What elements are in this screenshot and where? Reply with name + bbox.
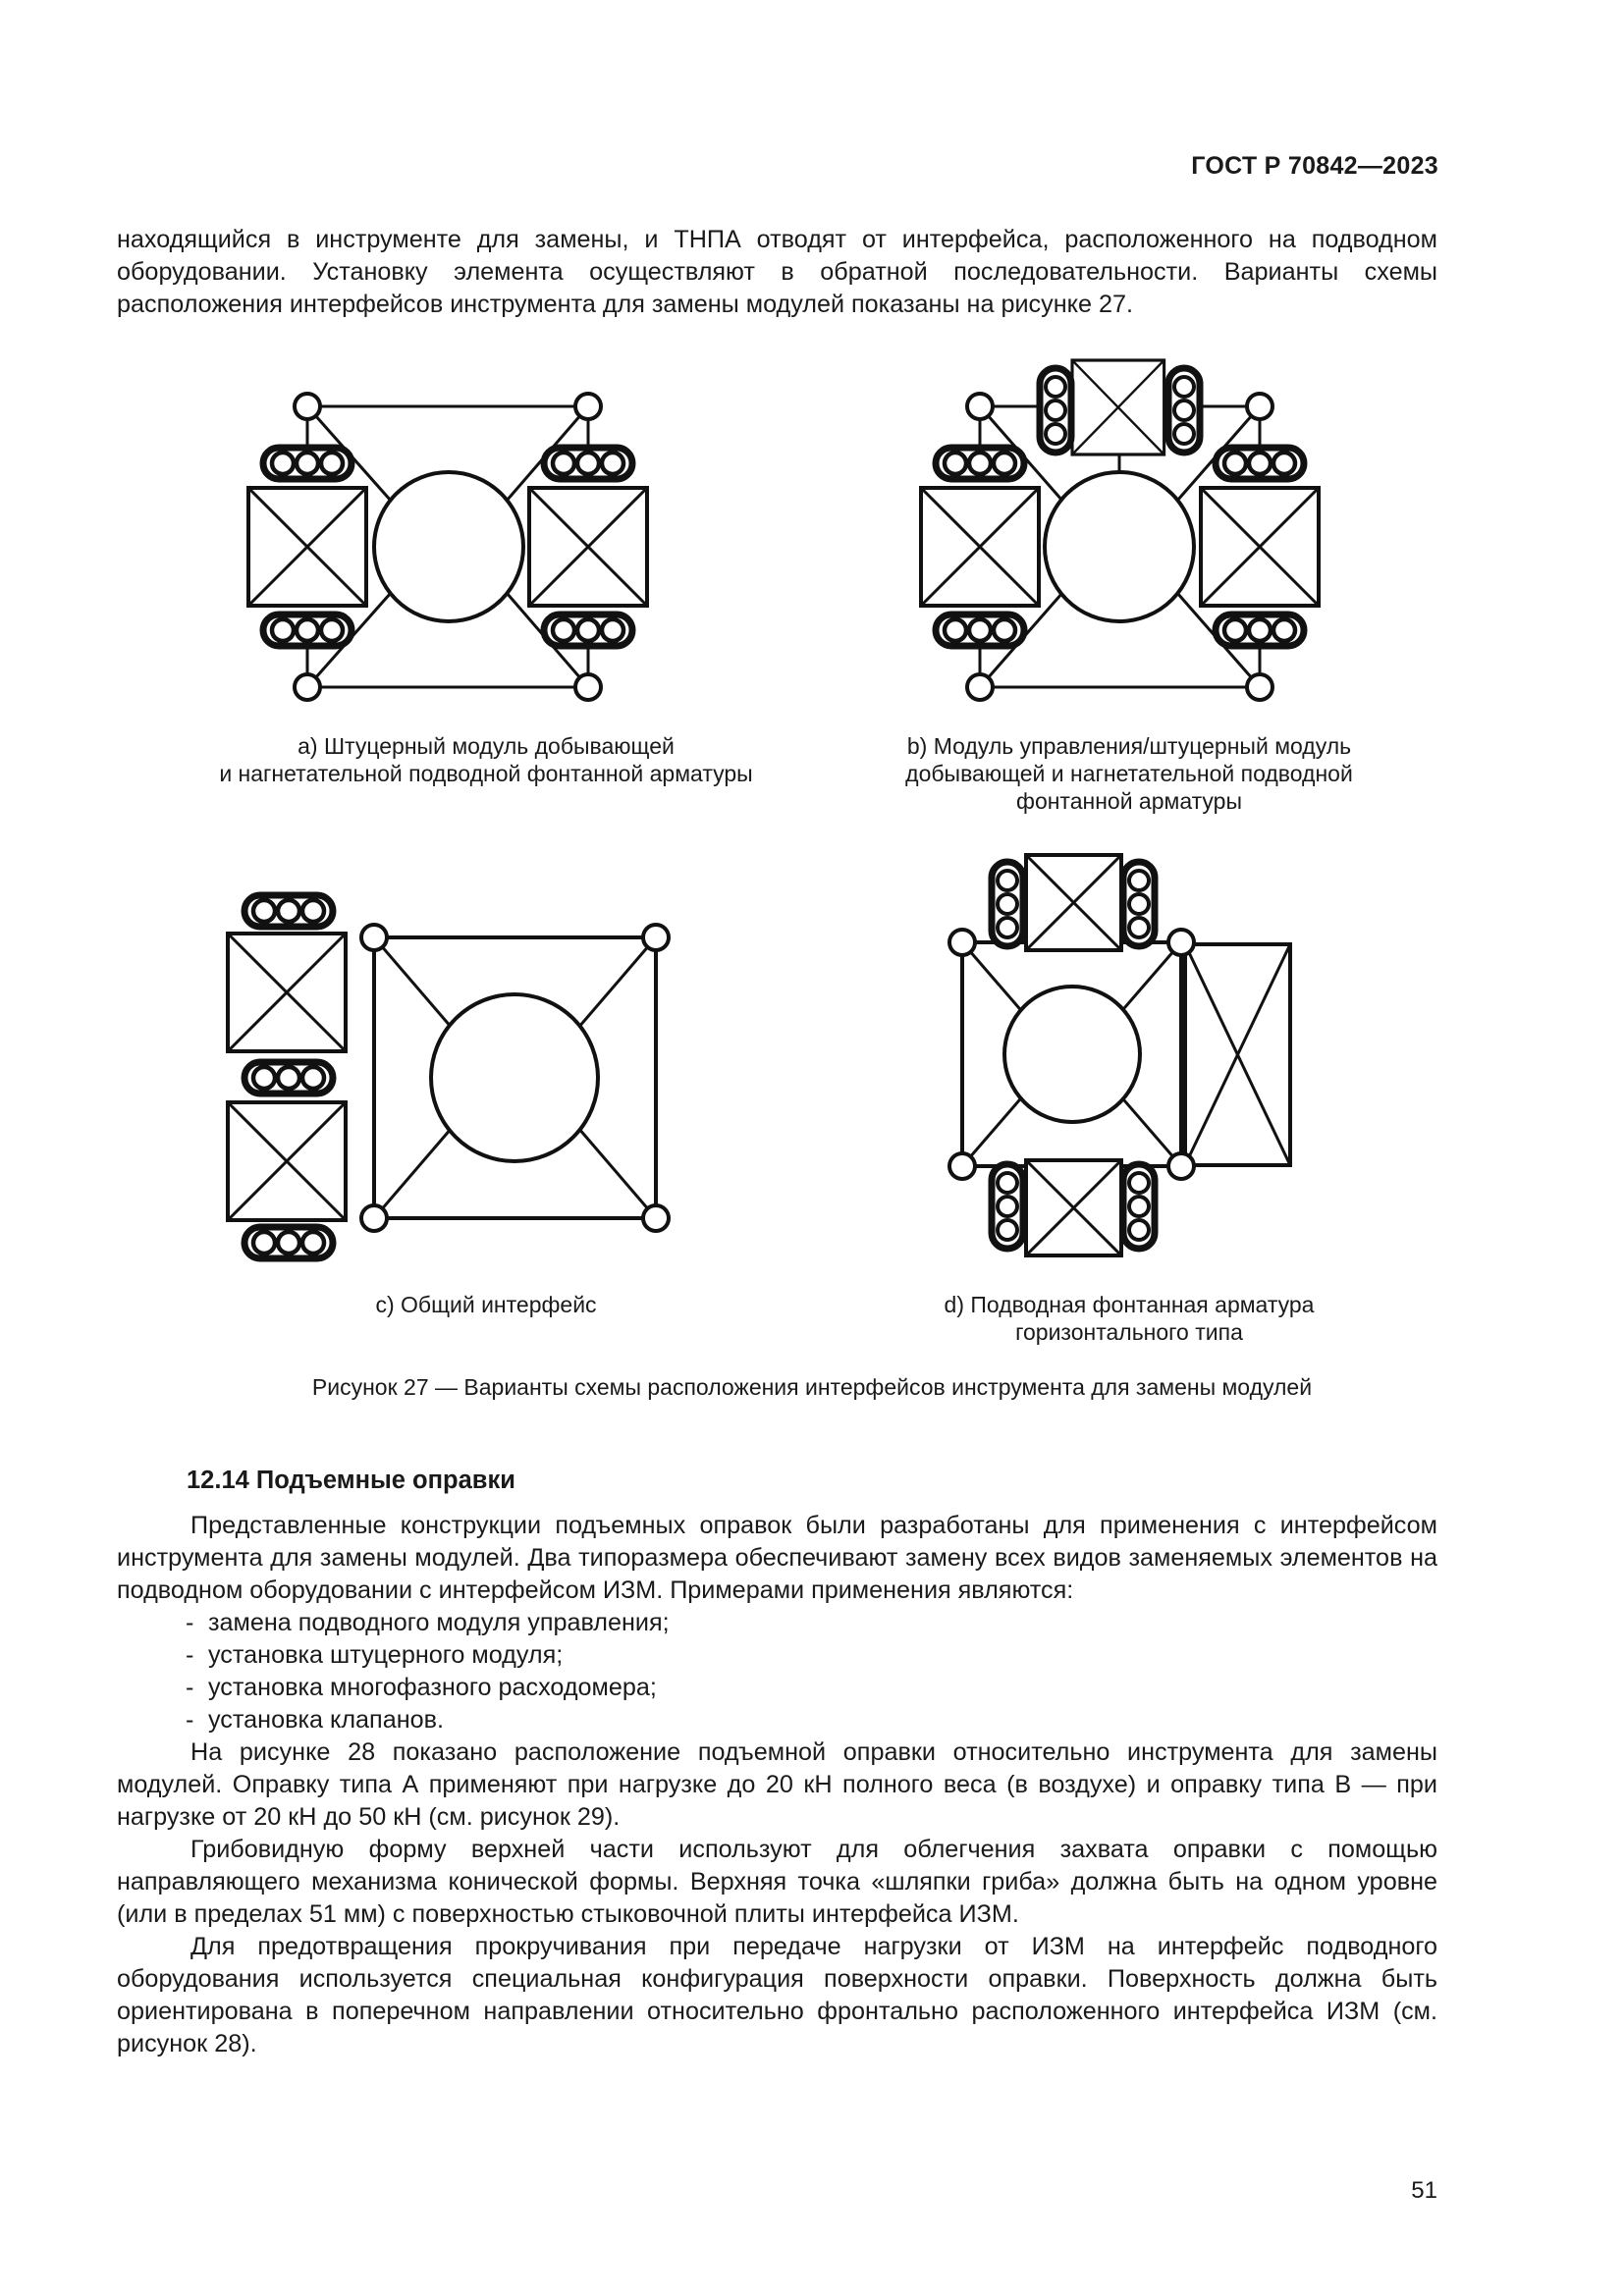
intro-text: находящийся в инструменте для замены, и ТНПА отводят от интерфейса, расположенного на подводном оборудовании. Установку элемента осуществляют в обратной последовательности. Варианты схемы расположения интерфейсов инструмента для замены модулей показаны на рисунке 27. (117, 226, 1437, 318)
diagram-c (228, 895, 669, 1258)
caption-a-line-2: и нагнетательной подводной фонтанной арматуры (219, 761, 753, 786)
list-item: - замена подводного модуля управления; (186, 1609, 670, 1636)
paragraph-3: Грибовидную форму верхней части используют для облегчения захвата оправки с помощью направляющего механизма конической формы. Верхняя точка «шляпки гриба» должна быть на одном уровне (или в пределах 51 мм) с поверхностью стыковочной плиты интерфейса ИЗМ. (117, 1836, 1437, 1928)
section-title: 12.14 Подъемные оправки (187, 1467, 515, 1494)
document-header: ГОСТ Р 70842—2023 (1191, 152, 1438, 180)
list-item: - установка штуцерного модуля; (186, 1641, 564, 1669)
caption-b-line-2: добывающей и нагнетательной подводной (905, 761, 1353, 786)
caption-a (147, 732, 825, 787)
paragraph-1: Представленные конструкции подъемных оправок были разработаны для применения с интерфейсом инструмента для замены модулей. Два типоразмера обеспечивают замену всех видов заменяемых элементов на подводном оборудовании с интерфейсом ИЗМ. Примерами применения являются: (117, 1512, 1437, 1604)
diagram-a (248, 394, 647, 700)
list-item: - установка многофазного расходомера; (186, 1674, 657, 1701)
diagram-d (949, 855, 1290, 1255)
caption-b (825, 732, 1434, 815)
caption-d-line-2: горизонтального типа (1015, 1319, 1243, 1345)
paragraph-4: Для предотвращения прокручивания при передаче нагрузки от ИЗМ на интерфейс подводного оборудования используется специальная конфигурация поверхности оправки. Поверхность должна быть ориентирована в поперечном направлении относительно фронтально расположенного интерфейса ИЗМ (см. рисунок 28). (117, 1933, 1437, 2057)
caption-c (147, 1291, 825, 1318)
figure-title: Рисунок 27 — Варианты схемы расположения интерфейсов инструмента для замены модулей (311, 1374, 1313, 1400)
caption-b-line-1: b) Модуль управления/штуцерный модуль (906, 733, 1352, 759)
page-number: 51 (1411, 2177, 1437, 2204)
caption-d-line-1: d) Подводная фонтанная арматура (944, 1292, 1315, 1317)
list-item: - установка клапанов. (186, 1706, 444, 1734)
application-list (117, 1607, 1437, 1736)
caption-d (825, 1291, 1434, 1346)
section-body (117, 1510, 1437, 2060)
diagram-b (921, 360, 1319, 700)
caption-b-line-3: фонтанной арматуры (1016, 788, 1242, 814)
caption-c-line-1: c) Общий интерфейс (375, 1292, 597, 1317)
caption-a-line-1: a) Штуцерный модуль добывающей (298, 733, 675, 759)
paragraph-2: На рисунке 28 показано расположение подъемной оправки относительно инструмента для замены модулей. Оправку типа А применяют при нагрузке до 20 кН полного веса (в воздухе) и оправку типа В — при нагрузке от 20 кН до 50 кН (см. рисунок 29). (117, 1738, 1437, 1831)
